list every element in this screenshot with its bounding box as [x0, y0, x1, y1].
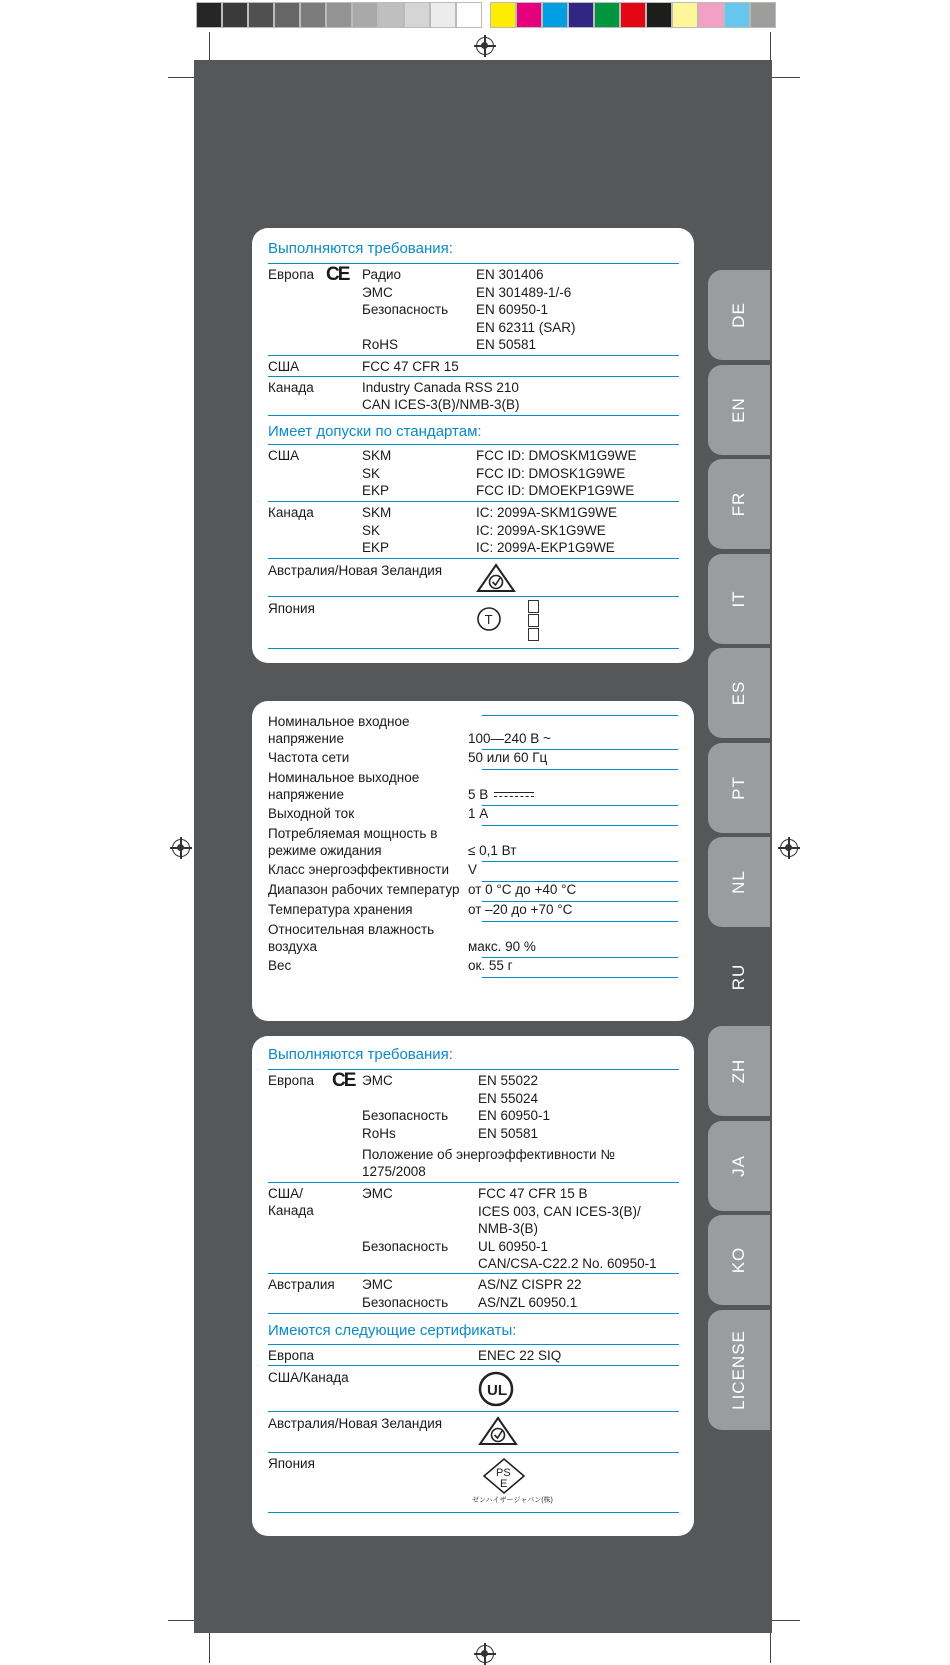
row-label: EKP — [362, 540, 390, 555]
crop-mark — [209, 1633, 210, 1663]
color-swatch — [594, 2, 620, 28]
tab-de[interactable] — [708, 270, 770, 360]
pse-mark-icon — [482, 1457, 526, 1495]
divider — [268, 1365, 679, 1366]
gray-swatch — [248, 2, 274, 28]
color-swatch — [698, 2, 724, 28]
tab-ja[interactable] — [708, 1121, 770, 1211]
color-swatch — [672, 2, 698, 28]
divider — [268, 415, 679, 416]
divider — [482, 715, 678, 716]
spec-label: воздуха — [268, 939, 318, 954]
divider — [482, 861, 678, 862]
crop-mark — [168, 77, 194, 78]
row-label: ЭМС — [362, 1277, 393, 1292]
row-value: EN 301489-1/-6 — [476, 284, 572, 300]
region-label: США/ — [268, 1186, 303, 1201]
spec-label: Вес — [268, 958, 292, 973]
divider — [268, 1182, 679, 1183]
row-value: EN 50581 — [478, 1125, 539, 1141]
row-label: Безопасность — [362, 302, 449, 317]
region-label: Европа — [268, 267, 315, 282]
svg-text:T: T — [485, 613, 493, 627]
color-swatch — [646, 2, 672, 28]
tab-ko[interactable] — [708, 1215, 770, 1305]
spec-label: Температура хранения — [268, 902, 413, 917]
tab-es[interactable] — [708, 648, 770, 738]
empty-box — [528, 614, 539, 627]
divider — [482, 805, 678, 806]
color-calibration-bar — [196, 2, 776, 28]
tab-fr[interactable] — [708, 459, 770, 549]
row-value: IC: 2099A-EKP1G9WE — [476, 540, 615, 555]
tab-it[interactable] — [708, 554, 770, 644]
region-label: Европа — [268, 1348, 315, 1363]
row-label: Радио — [362, 267, 401, 282]
note-text: 1275/2008 — [362, 1164, 426, 1179]
tab-nl[interactable] — [708, 837, 770, 927]
registration-mark-icon — [780, 839, 798, 857]
color-swatch — [516, 2, 542, 28]
tab-label: EN — [729, 396, 748, 423]
divider — [268, 558, 679, 559]
tab-label: NL — [729, 870, 748, 894]
divider — [268, 1452, 679, 1453]
gray-swatch — [300, 2, 326, 28]
gray-swatch — [456, 2, 482, 28]
spec-value: ок. 55 г — [468, 958, 513, 973]
spec-label: Диапазон рабочих температур — [268, 882, 460, 897]
divider — [268, 1512, 679, 1513]
empty-box — [528, 628, 539, 641]
row-label: RoHs — [362, 1125, 396, 1141]
divider — [482, 769, 678, 770]
spec-value: 1 А — [468, 806, 489, 821]
tab-label: ES — [729, 680, 748, 706]
region-label: Япония — [268, 601, 315, 616]
compliance-card-charger — [252, 228, 694, 663]
crop-mark — [770, 1633, 771, 1663]
spec-value: ≤ 0,1 Вт — [468, 843, 517, 858]
region-label: Канада — [268, 380, 314, 395]
divider — [268, 1069, 679, 1070]
gray-swatch — [274, 2, 300, 28]
row-value: AS/NZ CISPR 22 — [478, 1277, 582, 1292]
pse-caption: ゼンハイザージャパン(株) — [472, 1497, 553, 1504]
registration-mark-icon — [476, 1645, 494, 1663]
swatch-gap — [482, 2, 490, 28]
section-heading: Выполняются требования: — [268, 240, 453, 257]
row-value: FCC ID: DMOEKP1G9WE — [476, 483, 635, 498]
gray-swatch — [430, 2, 456, 28]
divider — [268, 1313, 679, 1314]
spec-value: 50 или 60 Гц — [468, 750, 548, 765]
color-swatch — [542, 2, 568, 28]
row-label: ЭМС — [362, 1186, 393, 1201]
tab-label: IT — [729, 589, 748, 608]
rcm-mark-icon — [478, 1416, 518, 1446]
gray-swatch — [222, 2, 248, 28]
tab-label: LICENSE — [729, 1329, 748, 1410]
standard-value: FCC 47 CFR 15 — [362, 359, 459, 374]
row-value: NMB-3(B) — [478, 1221, 538, 1236]
row-label: SKM — [362, 448, 392, 463]
row-value: EN 55022 — [478, 1073, 539, 1088]
row-label: SK — [362, 465, 381, 481]
crop-mark — [209, 32, 210, 60]
row-value: ICES 003, CAN ICES-3(B)/ — [478, 1203, 641, 1219]
region-label: Европа — [268, 1073, 315, 1088]
divider — [268, 648, 679, 649]
rcm-mark-icon — [476, 563, 516, 593]
divider — [268, 355, 679, 356]
row-label: Безопасность — [362, 1108, 449, 1123]
tab-pt[interactable] — [708, 743, 770, 833]
spec-label: напряжение — [268, 787, 344, 802]
standard-value: Industry Canada RSS 210 — [362, 380, 519, 395]
crop-mark — [772, 77, 800, 78]
spec-value: V — [468, 862, 478, 877]
divider — [482, 825, 678, 826]
spec-label: режиме ожидания — [268, 843, 382, 858]
row-label: EKP — [362, 483, 390, 498]
row-value: IC: 2099A-SKM1G9WE — [476, 505, 618, 520]
row-value: CAN/CSA-C22.2 No. 60950-1 — [478, 1256, 657, 1271]
tab-zh[interactable] — [708, 1026, 770, 1116]
row-value: EN 50581 — [476, 337, 537, 352]
row-value: FCC ID: DMOSKM1G9WE — [476, 448, 637, 463]
spec-value: 5 В — [468, 787, 489, 802]
region-label: Австралия — [268, 1277, 335, 1292]
spec-value: 100—240 В ~ — [468, 731, 551, 746]
spec-value: макс. 90 % — [468, 939, 536, 954]
tab-license[interactable] — [708, 1310, 770, 1430]
crop-mark — [772, 1620, 800, 1621]
registration-mark-icon — [172, 839, 190, 857]
ce-mark-icon: CE — [332, 1070, 355, 1091]
section-heading: Имеются следующие сертификаты: — [268, 1322, 517, 1339]
region-label: США — [268, 359, 300, 374]
tab-label: KO — [729, 1246, 748, 1274]
dc-dash — [494, 796, 534, 797]
row-label: Безопасность — [362, 1238, 449, 1254]
crop-mark — [770, 32, 771, 60]
color-swatch — [750, 2, 776, 28]
ce-mark-icon: CE — [326, 264, 349, 285]
divider — [268, 1273, 679, 1274]
spec-label: Выходной ток — [268, 806, 355, 821]
telec-mark-icon — [476, 606, 502, 632]
tab-label: JA — [729, 1154, 748, 1177]
row-value: EN 55024 — [478, 1090, 539, 1106]
divider — [268, 596, 679, 597]
registration-mark-icon — [476, 37, 494, 55]
pse-mark-text: E — [500, 1478, 508, 1490]
region-label: США/Канада — [268, 1370, 349, 1385]
spec-value: от –20 до +70 °C — [468, 902, 573, 917]
spec-label: Относительная влажность — [268, 922, 435, 937]
spec-label: Номинальное входное — [268, 714, 410, 729]
tab-label: PT — [729, 775, 748, 800]
tab-label: DE — [729, 302, 748, 328]
row-value: EN 301406 — [476, 267, 544, 282]
spec-value: от 0 °C до +40 °C — [468, 882, 577, 897]
region-label: Япония — [268, 1456, 315, 1471]
spec-label: Потребляемая мощность в — [268, 826, 438, 841]
tab-label: ZH — [729, 1058, 748, 1084]
divider — [268, 1344, 679, 1345]
region-label: США — [268, 448, 300, 463]
divider — [268, 376, 679, 377]
section-heading: Выполняются требования: — [268, 1046, 453, 1063]
section-heading: Имеет допуски по стандартам: — [268, 423, 482, 440]
divider — [482, 921, 678, 922]
gray-swatch — [404, 2, 430, 28]
color-swatch — [724, 2, 750, 28]
technical-data-card — [252, 701, 694, 1021]
divider — [268, 501, 679, 502]
dc-symbol-icon — [494, 792, 534, 799]
row-value: FCC 47 CFR 15 B — [478, 1186, 588, 1201]
note-text: Положение об энергоэффективности № — [362, 1147, 615, 1162]
row-value: FCC ID: DMOSK1G9WE — [476, 465, 626, 481]
row-value: UL 60950-1 — [478, 1238, 549, 1254]
row-label: ЭМС — [362, 1073, 393, 1088]
region-label: Австралия/Новая Зеландия — [268, 563, 443, 578]
row-label: RoHS — [362, 337, 399, 352]
row-value: EN 60950-1 — [476, 302, 549, 317]
ul-mark-icon — [478, 1371, 514, 1407]
divider — [482, 977, 678, 978]
tab-en[interactable] — [708, 365, 770, 455]
tab-label: FR — [729, 491, 748, 517]
color-swatch — [490, 2, 516, 28]
divider — [268, 444, 679, 445]
spec-label: Класс энергоэффективности — [268, 862, 449, 877]
standard-value: CAN ICES-3(B)/NMB-3(B) — [362, 397, 520, 412]
region-label: Канада — [268, 505, 314, 520]
row-label: SKM — [362, 505, 392, 520]
compliance-card-power-supply — [252, 1036, 694, 1536]
spec-label: Номинальное выходное — [268, 770, 420, 785]
row-value: EN 60950-1 — [478, 1108, 551, 1123]
tab-label: RU — [729, 963, 748, 990]
row-value: IC: 2099A-SK1G9WE — [476, 522, 606, 538]
empty-box — [528, 600, 539, 613]
row-label: ЭМС — [362, 284, 393, 300]
region-label: Австралия/Новая Зеландия — [268, 1416, 443, 1431]
gray-swatch — [196, 2, 222, 28]
gray-swatch — [378, 2, 404, 28]
region-label: Канада — [268, 1203, 314, 1218]
color-swatch — [620, 2, 646, 28]
ul-mark-text: UL — [487, 1382, 507, 1399]
language-tabs — [708, 270, 770, 1410]
row-value: AS/NZL 60950.1 — [478, 1294, 578, 1310]
color-swatch — [568, 2, 594, 28]
row-value: EN 62311 (SAR) — [476, 319, 576, 335]
crop-mark — [168, 1620, 194, 1621]
spec-label: напряжение — [268, 731, 344, 746]
tab-ru[interactable] — [708, 932, 770, 1022]
gray-swatch — [326, 2, 352, 28]
spec-label: Частота сети — [268, 750, 350, 765]
gray-swatch — [352, 2, 378, 28]
divider — [268, 1411, 679, 1412]
row-label: Безопасность — [362, 1294, 449, 1310]
pse-mark-text: PS — [496, 1467, 511, 1479]
row-label: SK — [362, 522, 381, 538]
certificate-value: ENEC 22 SIQ — [478, 1348, 562, 1363]
